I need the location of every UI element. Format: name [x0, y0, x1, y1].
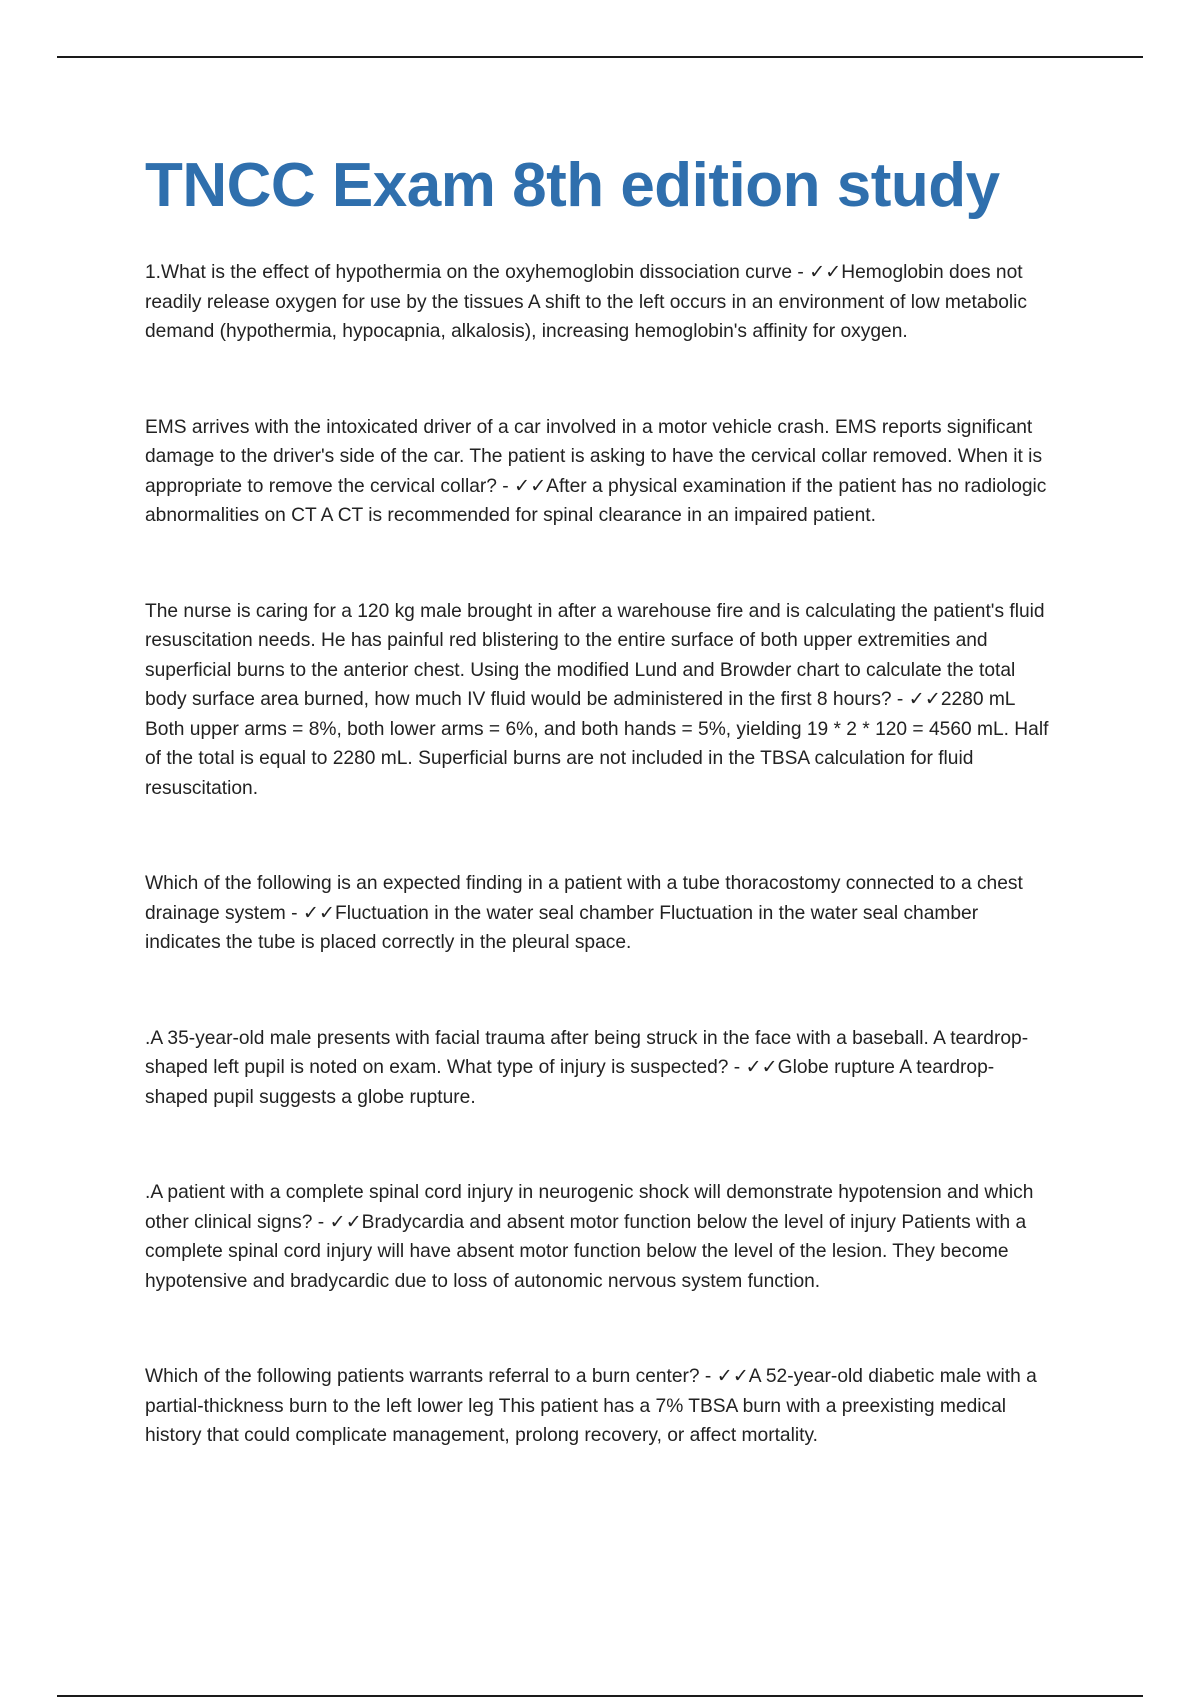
- answer-text: Globe rupture A teardrop-shaped pupil suggests a globe rupture.: [145, 1057, 995, 1108]
- qa-item-1: [145, 258, 1051, 347]
- check-icon: ✓✓: [908, 689, 941, 710]
- qa-item-3: [145, 597, 1051, 804]
- answer-text: After a physical examination if the patient has no radiologic abnormalities on CT A CT is recommended for spinal clearance in an impaired patient.: [145, 475, 1047, 526]
- bottom-rule: [57, 1695, 1143, 1697]
- check-icon: ✓✓: [302, 902, 335, 924]
- question-text: 1.What is the effect of hypothermia on the oxyhemoglobin dissociation curve -: [145, 262, 810, 283]
- qa-item-2: [145, 413, 1051, 531]
- check-icon: ✓✓: [809, 262, 842, 283]
- qa-item-5: [145, 1024, 1051, 1113]
- qa-item-7: [145, 1362, 1051, 1451]
- check-icon: ✓✓: [745, 1057, 778, 1078]
- answer-text: Fluctuation in the water seal chamber Fluctuation in the water seal chamber indicates the tube is placed correctly in the pleural space.: [145, 902, 979, 953]
- qa-item-6: [145, 1178, 1051, 1296]
- question-text: The nurse is caring for a 120 kg male brought in after a warehouse fire and is calculating the patient's fluid resuscitation needs. He has painful red blistering to the entire surface of both upper extremities and superficial burns to the anterior chest. Using the modified Lund and Browder chart to calculate the total body surface area burned, how much IV fluid would be administered in the first 8 hours? -: [145, 600, 1045, 710]
- question-text: Which of the following is an expected finding in a patient with a tube thoracostomy connected to a chest drainage system -: [145, 873, 1023, 924]
- page-title: TNCC Exam 8th edition study: [145, 151, 1000, 220]
- check-icon: ✓✓: [716, 1366, 749, 1387]
- top-rule: [57, 56, 1143, 58]
- check-icon: ✓✓: [329, 1211, 362, 1233]
- check-icon: ✓✓: [514, 475, 547, 497]
- question-text: .A 35-year-old male presents with facial trauma after being struck in the face with a baseball. A teardrop-shaped left pupil is noted on exam. What type of injury is suspected? -: [145, 1027, 1029, 1078]
- question-text: EMS arrives with the intoxicated driver of a car involved in a motor vehicle crash. EMS reports significant damage to the driver's side of the car. The patient is asking to have the cervical collar removed. When it is appropriate to remove the cervical collar? -: [145, 416, 1043, 497]
- answer-text: A 52-year-old diabetic male with a partial-thickness burn to the left lower leg This patient has a 7% TBSA burn with a preexisting medical history that could complicate management, prolong recovery, or affect mortality.: [145, 1366, 1037, 1446]
- qa-list: [145, 258, 1051, 1451]
- answer-text: Bradycardia and absent motor function below the level of injury Patients with a complete spinal cord injury will have absent motor function below the level of the lesion. They become hypotensive and bradycardic due to loss of autonomic nervous system function.: [145, 1211, 1027, 1292]
- answer-text: Hemoglobin does not readily release oxygen for use by the tissues A shift to the left occurs in an environment of low metabolic demand (hypothermia, hypocapnia, alkalosis), increasing hemoglobin's affinity for oxygen.: [145, 262, 1028, 342]
- qa-item-4: [145, 869, 1051, 958]
- question-text: .A patient with a complete spinal cord injury in neurogenic shock will demonstrate hypotension and which other clinical signs? -: [145, 1182, 1034, 1233]
- answer-text: 2280 mL Both upper arms = 8%, both lower arms = 6%, and both hands = 5%, yielding 19 * 2 * 120 = 4560 mL. Half of the total is equal to 2280 mL. Superficial burns are not included in the TBSA calculation for fluid resuscitation.: [145, 689, 1049, 799]
- question-text: Which of the following patients warrants referral to a burn center? -: [145, 1366, 717, 1387]
